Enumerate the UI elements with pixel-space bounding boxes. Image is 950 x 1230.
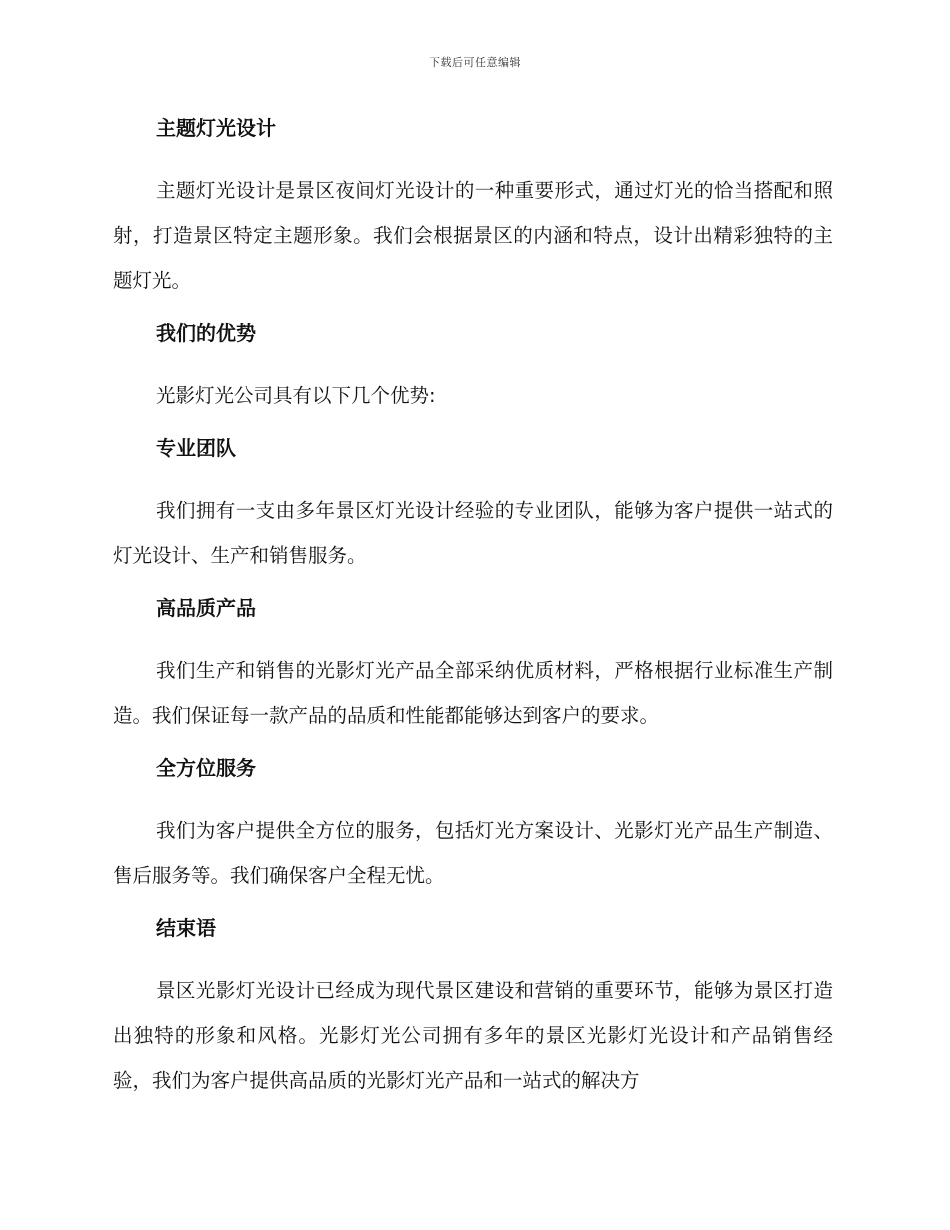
section-paragraph: 我们生产和销售的光影灯光产品全部采纳优质材料，严格根据行业标准生产制造。我们保证每一款产品的品质和性能都能够达到客户的要求。 [113,659,833,727]
page-header-note: 下载后可任意编辑 [429,56,521,69]
document-body [113,110,833,1115]
section-paragraph: 景区光影灯光设计已经成为现代景区建设和营销的重要环节，能够为景区打造出独特的形象和风格。光影灯光公司拥有多年的景区光影灯光设计和产品销售经验，我们为客户提供高品质的光影灯光产品和一站式的解决方 [113,979,833,1092]
section-heading: 主题灯光设计 [156,116,276,140]
section-heading: 结束语 [156,916,216,940]
section-paragraph: 光影灯光公司具有以下几个优势: [156,384,436,407]
section-heading: 全方位服务 [156,756,256,780]
section-heading: 高品质产品 [156,596,256,620]
section-paragraph: 我们为客户提供全方位的服务，包括灯光方案设计、光影灯光产品生产制造、售后服务等。我们确保客户全程无忧。 [113,819,833,887]
section-paragraph: 主题灯光设计是景区夜间灯光设计的一种重要形式，通过灯光的恰当搭配和照射，打造景区特定主题形象。我们会根据景区的内涵和特点，设计出精彩独特的主题灯光。 [113,179,833,292]
section-heading: 我们的优势 [156,321,256,345]
section-heading: 专业团队 [156,436,236,460]
section-paragraph: 我们拥有一支由多年景区灯光设计经验的专业团队，能够为客户提供一站式的灯光设计、生产和销售服务。 [113,499,833,567]
